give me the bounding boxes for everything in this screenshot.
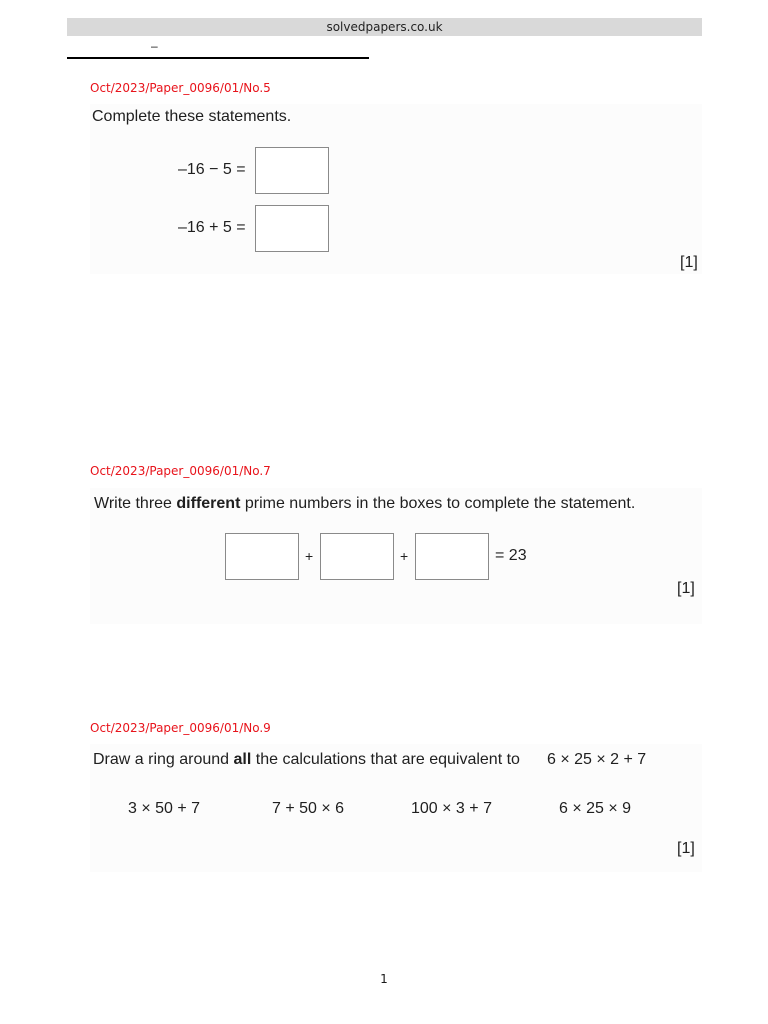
question-5-mark: [1]: [680, 254, 698, 271]
option-1[interactable]: 3 × 50 + 7: [128, 800, 201, 817]
question-7-mark: [1]: [677, 580, 695, 597]
question-7-text-post: prime numbers in the boxes to complete the statement.: [240, 495, 636, 512]
site-header: solvedpapers.co.uk: [67, 18, 702, 36]
question-5-text: Complete these statements.: [92, 108, 292, 125]
question-9-text: [93, 751, 520, 769]
option-3[interactable]: 100 × 3 + 7: [411, 800, 492, 817]
question-9-text-bold: all: [233, 751, 252, 768]
question-5-ref: Oct/2023/Paper_0096/01/No.5: [90, 81, 271, 95]
prime-box-2[interactable]: [320, 533, 394, 580]
question-7-text-pre: Write three: [94, 495, 177, 512]
question-9-mark: [1]: [677, 840, 695, 857]
question-9-ref: Oct/2023/Paper_0096/01/No.9: [90, 721, 271, 735]
question-7-ref: Oct/2023/Paper_0096/01/No.7: [90, 464, 271, 478]
prime-box-3[interactable]: [415, 533, 489, 580]
plus-operator-1: +: [305, 548, 314, 564]
sum-result: = 23: [495, 547, 527, 564]
question-5-panel: [90, 104, 702, 274]
answer-box-1[interactable]: [255, 147, 329, 194]
question-9-text-pre: Draw a ring around: [93, 751, 234, 768]
option-4[interactable]: 6 × 25 × 9: [559, 800, 632, 817]
question-7-text: [94, 495, 635, 513]
answer-box-2[interactable]: [255, 205, 329, 252]
page-number: 1: [380, 972, 388, 986]
plus-operator-2: +: [400, 548, 409, 564]
option-2[interactable]: 7 + 50 × 6: [272, 800, 345, 817]
statement-1: –16 − 5 =: [178, 161, 246, 178]
header-rule: [67, 57, 369, 59]
target-expression: 6 × 25 × 2 + 7: [547, 751, 647, 768]
question-7-text-bold: different: [176, 495, 241, 512]
question-9-text-post: the calculations that are equivalent to: [251, 751, 520, 768]
header-dash: –: [151, 39, 158, 53]
statement-2: –16 + 5 =: [178, 219, 246, 236]
prime-box-1[interactable]: [225, 533, 299, 580]
